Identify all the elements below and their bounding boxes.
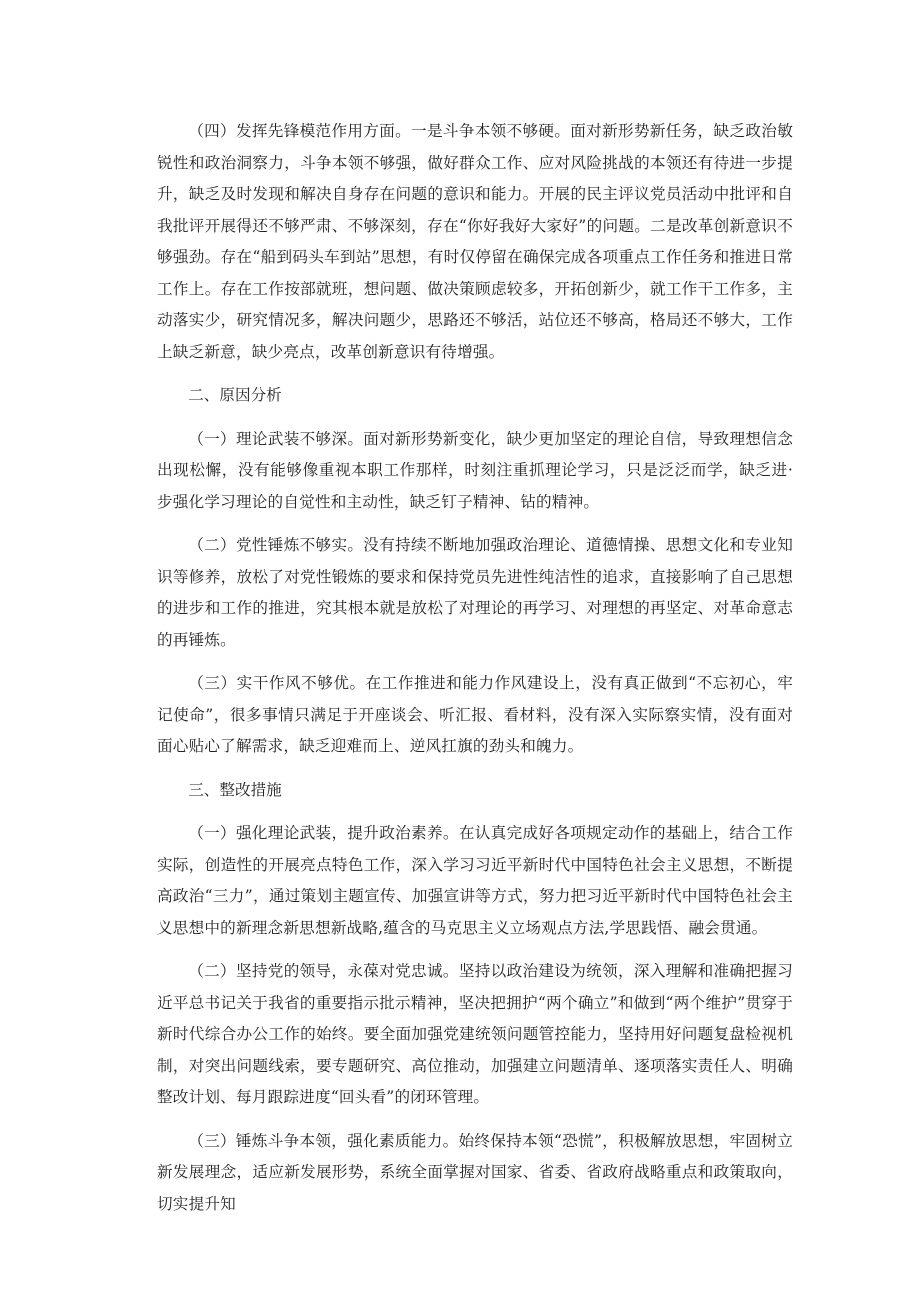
section-heading-rectification-measures: 三、整改措施 [188,780,282,799]
paragraph-work-style: （三）实干作风不够优。在工作推进和能力作风建设上，没有真正做到“不忘初心，牢记使命”，很多事情只满足于开座谈会、听汇报、看材料，没有深入实际察实情，没有面对面心贴心了解需求，缺乏迎难而上、逆风扛旗的劲头和魄力。 [157,674,793,755]
paragraph-struggle-skills: （三）锤炼斗争本领，强化素质能力。始终保持本领“恐慌”，积极解放思想，牢固树立新发展理念，适应新发展形势，系统全面掌握对国家、省委、省政府战略重点和政策取向，切实提升知 [157,1131,793,1213]
paragraph-strengthen-theory: （一）强化理论武装，提升政治素养。在认真完成好各项规定动作的基础上，结合工作实际，创造性的开展亮点特色工作，深入学习习近平新时代中国特色社会主义思想，不断提高政治“三力”，通过策划主题宣传、加强宣讲等方式，努力把习近平新时代中国特色社会主义思想中的新理念新思想新战略,蕴含的马克思主义立场观点方法,学思践悟、融会贯通。 [157,824,793,937]
section-heading-cause-analysis: 二、原因分析 [188,386,282,404]
paragraph-advance-role-section: （四）发挥先锋模范作用方面。一是斗争本领不够硬。面对新形势新任务，缺乏政治敏锐性和政治洞察力，斗争本领不够强，做好群众工作、应对风险挑战的本领还有待进一步提升，缺乏及时发现和解决自身存在问题的意识和能力。开展的民主评议党员活动中批评和自我批评开展得还不够严肃、不够深刻，存在“你好我好大家好”的问题。二是改革创新意识不够强劲。存在“船到码头车到站”思想，有时仅停留在确保完成各项重点工作任务和推进日常工作上。存在工作按部就班，想问题、做决策顾虑较多，开拓创新少，就工作干工作多，主动落实少，研究情况多，解决问题少，思路还不够活，站位还不够高，格局还不够大，工作上缺乏新意，缺少亮点，改革创新意识有待增强。 [157,122,793,361]
paragraph-party-leadership: （二）坚持党的领导，永葆对党忠诚。坚持以政治建设为统领，深入理解和准确把握习近平总书记关于我省的重要指示批示精神，坚决把拥护“两个确立”和做到“两个维护”贯穿于新时代综合办公工作的始终。要全面加强党建统领问题管控能力，坚持用好问题复盘检视机制，对突出问题线索，要专题研究、高位推动，加强建立问题清单、逐项落实责任人、明确整改计划、每月跟踪进度“回头看”的闭环管理。 [157,962,793,1106]
paragraph-party-spirit: （二）党性锤炼不够实。没有持续不断地加强政治理论、道德情操、思想文化和专业知识等修养，放松了对党性锻炼的要求和保持党员先进性纯洁性的追求，直接影响了自己思想的进步和工作的推进，究其根本就是放松了对理论的再学习、对理想的再坚定、对革命意志的再锤炼。 [157,536,793,649]
paragraph-theory-armament: （一）理论武装不够深。面对新形势新变化，缺少更加坚定的理论自信，导致理想信念出现松懈，没有能够像重视本职工作那样，时刻注重抓理论学习，只是泛泛而学，缺乏进·步强化学习理论的自觉性和主动性，缺乏钉子精神、钻的精神。 [157,429,793,511]
document-body [157,116,793,1220]
